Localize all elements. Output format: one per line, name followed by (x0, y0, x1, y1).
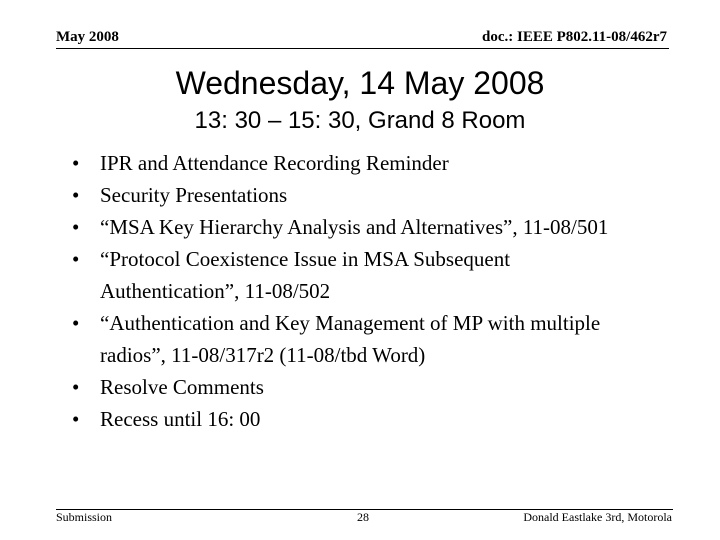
agenda-item (72, 211, 632, 243)
header-divider (56, 48, 669, 49)
bullet-icon: • (72, 183, 80, 207)
agenda-item (72, 371, 632, 403)
agenda-item (72, 243, 632, 307)
agenda-item (72, 403, 632, 435)
agenda-list (72, 147, 632, 435)
agenda-item-text: Recess until 16: 00 (100, 407, 261, 431)
bullet-icon: • (72, 311, 80, 335)
bullet-icon: • (72, 375, 80, 399)
header-doc-id: doc.: IEEE P802.11-08/462r7 (481, 29, 667, 45)
page-number: 28 (357, 510, 369, 524)
footer-submission: Submission (56, 510, 113, 524)
agenda-item-text: Resolve Comments (100, 375, 264, 399)
agenda-item (72, 147, 632, 179)
bullet-icon: • (72, 151, 80, 175)
bullet-icon: • (72, 407, 80, 431)
slide-subtitle: 13: 30 – 15: 30, Grand 8 Room (194, 107, 526, 134)
agenda-item (72, 179, 632, 211)
footer-author: Donald Eastlake 3rd, Motorola (523, 510, 672, 524)
agenda-item-text: “Authentication and Key Management of MP with multiple radios”, 11-08/317r2 (11-08/tbd Word) (100, 311, 601, 367)
bullet-icon: • (72, 247, 80, 271)
header-date: May 2008 (56, 29, 119, 45)
agenda-item (72, 307, 632, 371)
agenda-item-text: “Protocol Coexistence Issue in MSA Subsequent Authentication”, 11-08/502 (100, 247, 511, 303)
agenda-item-text: Security Presentations (100, 183, 288, 207)
agenda-item-text: IPR and Attendance Recording Reminder (100, 151, 449, 175)
slide-title: Wednesday, 14 May 2008 (175, 65, 545, 101)
bullet-icon: • (72, 215, 80, 239)
agenda-item-text: “MSA Key Hierarchy Analysis and Alternatives”, 11-08/501 (100, 215, 609, 239)
